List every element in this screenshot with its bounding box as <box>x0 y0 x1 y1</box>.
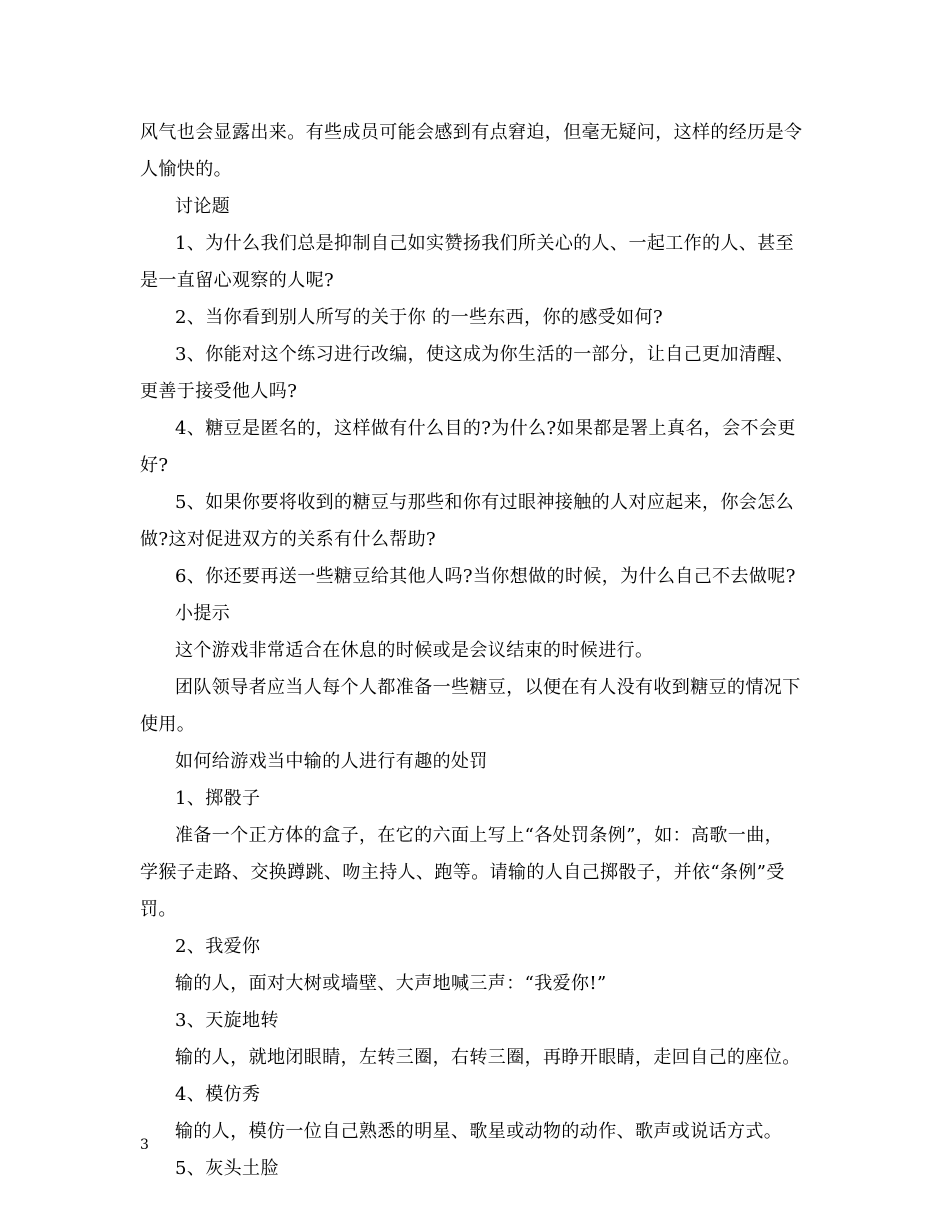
text-line: 更善于接受他人吗? <box>140 381 298 402</box>
question-item: 3、你能对这个练习进行改编，使这成为你生活的一部分，让自己更加清醒、 <box>175 344 795 365</box>
body-text <box>140 114 812 1187</box>
punishment-title: 5、灰头土脸 <box>175 1158 279 1179</box>
question-item: 4、糖豆是匿名的，这样做有什么目的?为什么?如果都是署上真名，会不会更 <box>175 418 796 439</box>
text-line: 风气也会显露出来。有些成员可能会感到有点窘迫，但毫无疑问，这样的经历是令 <box>140 122 803 143</box>
text-line: 人愉快的。 <box>140 159 232 180</box>
punishment-title: 2、我爱你 <box>175 936 261 957</box>
text-line: 使用。 <box>140 714 196 735</box>
paragraph: 准备一个正方体的盒子，在它的六面上写上“各处罚条例”，如：高歌一曲， <box>175 825 784 846</box>
question-item: 5、如果你要将收到的糖豆与那些和你有过眼神接触的人对应起来，你会怎么 <box>175 492 795 513</box>
paragraph: 团队领导者应当人每个人都准备一些糖豆，以便在有人没有收到糖豆的情况下 <box>175 677 801 698</box>
text-line: 罚。 <box>140 899 177 920</box>
paragraph: 这个游戏非常适合在休息的时候或是会议结束的时候进行。 <box>175 640 654 661</box>
text-line: 学猴子走路、交换蹲跳、吻主持人、跑等。请输的人自己掷骰子，并依“条例”受 <box>140 862 785 883</box>
question-item: 6、你还要再送一些糖豆给其他人吗?当你想做的时候，为什么自己不去做呢? <box>175 566 796 587</box>
section-heading: 讨论题 <box>175 196 231 217</box>
paragraph: 输的人，模仿一位自己熟悉的明星、歌星或动物的动作、歌声或说话方式。 <box>175 1121 783 1142</box>
text-line: 做?这对促进双方的关系有什么帮助? <box>140 529 437 550</box>
page-number: 3 <box>140 1137 149 1153</box>
paragraph: 输的人，面对大树或墙壁、大声地喊三声：“我爱你!” <box>175 973 607 994</box>
punishment-title: 4、模仿秀 <box>175 1084 261 1105</box>
punishment-title: 1、掷骰子 <box>175 788 261 809</box>
punishment-title: 3、天旋地转 <box>175 1010 279 1031</box>
text-line: 是一直留心观察的人呢? <box>140 270 335 291</box>
question-item: 2、当你看到别人所写的关于你 的一些东西，你的感受如何? <box>175 307 664 328</box>
text-line: 好? <box>140 455 169 476</box>
question-item: 1、为什么我们总是抑制自己如实赞扬我们所关心的人、一起工作的人、甚至 <box>175 233 795 254</box>
paragraph: 输的人，就地闭眼睛，左转三圈，右转三圈，再睁开眼睛，走回自己的座位。 <box>175 1047 801 1068</box>
section-heading: 如何给游戏当中输的人进行有趣的处罚 <box>175 751 488 772</box>
section-heading: 小提示 <box>175 603 231 624</box>
